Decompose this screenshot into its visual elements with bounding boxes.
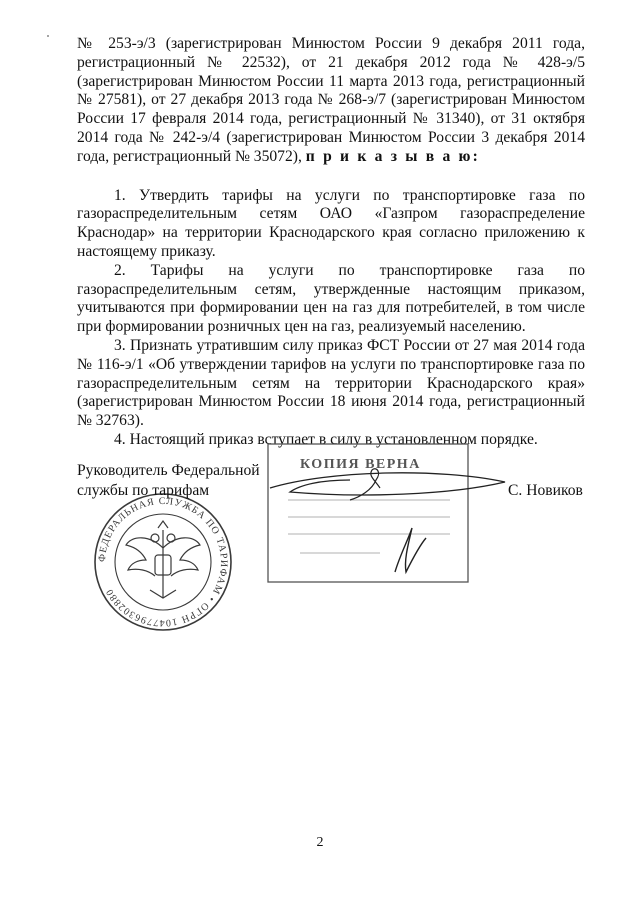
stamp-title: КОПИЯ ВЕРНА bbox=[300, 457, 421, 472]
position-line-1: Руководитель Федеральной bbox=[77, 462, 260, 479]
seal-ring-text: ФЕДЕРАЛЬНАЯ СЛУЖБА ПО ТАРИФАМ • ОГРН 1047796302880 bbox=[96, 495, 230, 629]
position-line-2: службы по тарифам bbox=[77, 482, 210, 499]
page-number: 2 bbox=[316, 835, 324, 850]
paragraph-2: 2. Тарифы на услуги по транспортировке газа по газораспределительным сетям, утвержденные настоящим приказом, учитываются при формировании цен на газ для потребителей, в том числе при формировании розничных цен на газ, реализуемый населению. bbox=[77, 261, 585, 336]
signatory-name: С. Новиков bbox=[508, 482, 583, 499]
intro-text: № 253-э/3 (зарегистрирован Минюстом России 9 декабря 2011 года, регистрационный № 22532), от 21 декабря 2012 года № 428-э/5 (зарегистрирован Минюстом России 11 марта 2013 года, регистрационный № 27581), от 27 декабря 2013 года № 268-э/7 (зарегистрирован Минюстом России 17 февраля 2014 года, регистрационный № 31340), от 31 октября 2014 года № 242-э/4 (зарегистрирован Минюстом России 3 декабря 2014 года, регистрационный № 35072), bbox=[77, 35, 585, 165]
order-word: п р и к а з ы в а ю: bbox=[305, 147, 481, 165]
paragraph-4: 4. Настоящий приказ вступает в силу в установленном порядке. bbox=[114, 430, 538, 448]
paragraph-3: 3. Признать утратившим силу приказ ФСТ России от 27 мая 2014 года № 116-э/1 «Об утверждении тарифов на услуги по транспортировке газа по газораспределительным сетям на территории Краснодарского края» (зарегистрирован Минюстом России 18 июня 2014 года, регистрационный № 32763). bbox=[77, 336, 585, 430]
scan-speck bbox=[47, 35, 49, 37]
paragraph-1: 1. Утвердить тарифы на услуги по транспортировке газа по газораспределительным сетям ОАО «Газпром газораспределение Краснодар» на территории Краснодарского края согласно приложению к настоящему приказу. bbox=[77, 186, 585, 260]
